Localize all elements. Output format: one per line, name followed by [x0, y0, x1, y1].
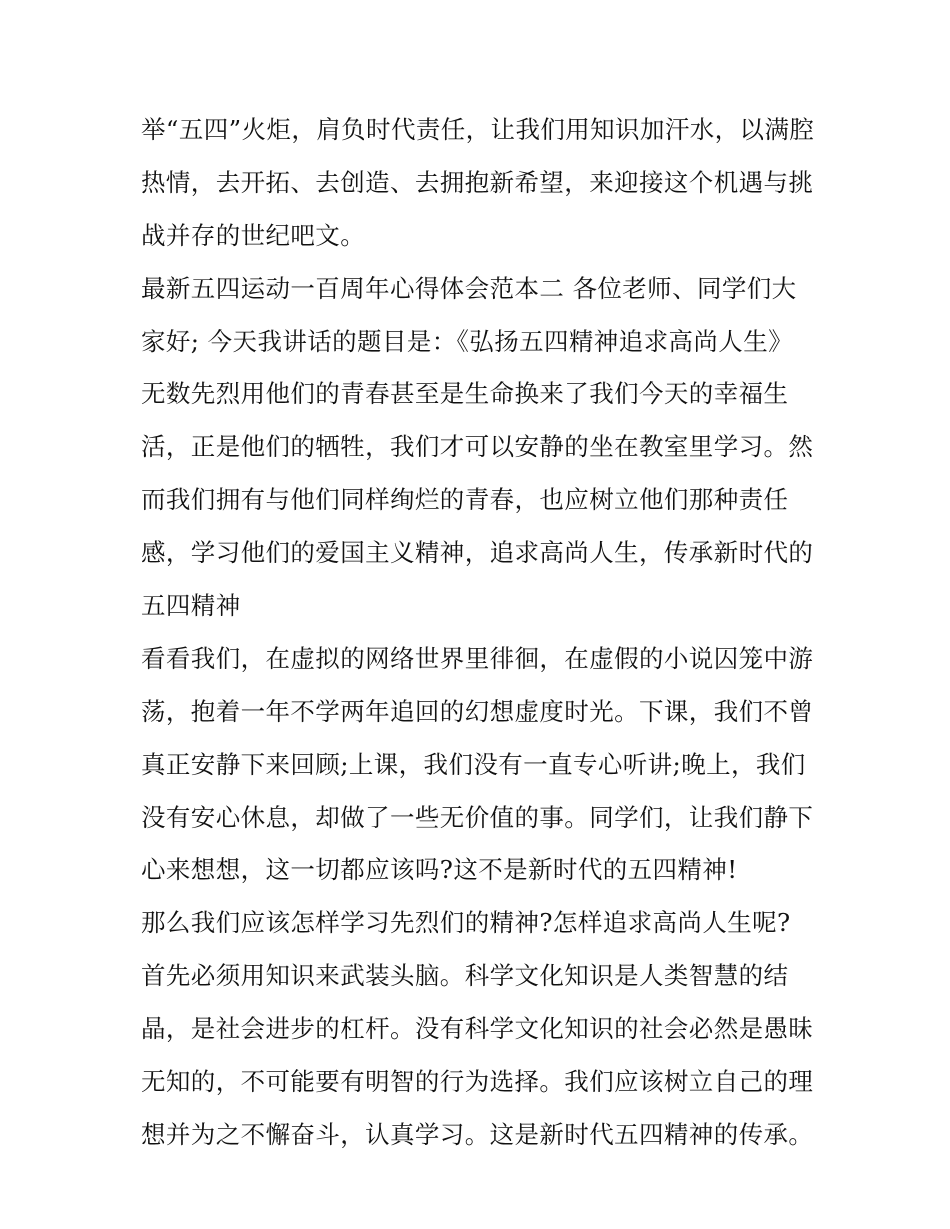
- text-line: 荡，抱着一年不学两年追回的幻想虚度时光。下课，我们不曾: [141, 696, 814, 726]
- text-line: 战并存的世纪吧文。: [141, 220, 366, 250]
- text-line: 真正安静下来回顾;上课，我们没有一直专心听讲;晚上，我们: [141, 749, 806, 779]
- text-line: 无知的，不可能要有明智的行为选择。我们应该树立自己的理: [141, 1067, 814, 1097]
- text-line: 而我们拥有与他们同样绚烂的青春，也应树立他们那种责任: [141, 485, 789, 515]
- text-line: 感，学习他们的爱国主义精神，追求高尚人生，传承新时代的: [141, 538, 814, 568]
- text-line: 想并为之不懈奋斗，认真学习。这是新时代五四精神的传承。: [141, 1119, 814, 1149]
- text-line: 无数先烈用他们的青春甚至是生命换来了我们今天的幸福生: [141, 379, 789, 409]
- text-line: 最新五四运动一百周年心得体会范本二 各位老师、同学们大: [141, 273, 797, 303]
- text-line: 心来想想，这一切都应该吗?这不是新时代的五四精神!: [141, 855, 738, 885]
- text-line: 晶，是社会进步的杠杆。没有科学文化知识的社会必然是愚昧: [141, 1014, 814, 1044]
- document-body: [141, 104, 821, 1162]
- text-line: 热情，去开拓、去创造、去拥抱新希望，来迎接这个机遇与挑: [141, 167, 814, 197]
- text-line: 首先必须用知识来武装头脑。科学文化知识是人类智慧的结: [141, 961, 789, 991]
- text-line: 没有安心休息，却做了一些无价值的事。同学们，让我们静下: [141, 802, 814, 832]
- text-line: 活，正是他们的牺牲，我们才可以安静的坐在教室里学习。然: [141, 432, 814, 462]
- text-line: 那么我们应该怎样学习先烈们的精神?怎样追求高尚人生呢?: [141, 908, 791, 938]
- text-line: 家好; 今天我讲话的题目是：《弘扬五四精神追求高尚人生》: [141, 326, 793, 356]
- text-line: 看看我们，在虚拟的网络世界里徘徊，在虚假的小说囚笼中游: [141, 643, 814, 673]
- text-line: 举“五四”火炬，肩负时代责任，让我们用知识加汗水，以满腔: [141, 115, 815, 144]
- text-line: 五四精神: [141, 591, 241, 621]
